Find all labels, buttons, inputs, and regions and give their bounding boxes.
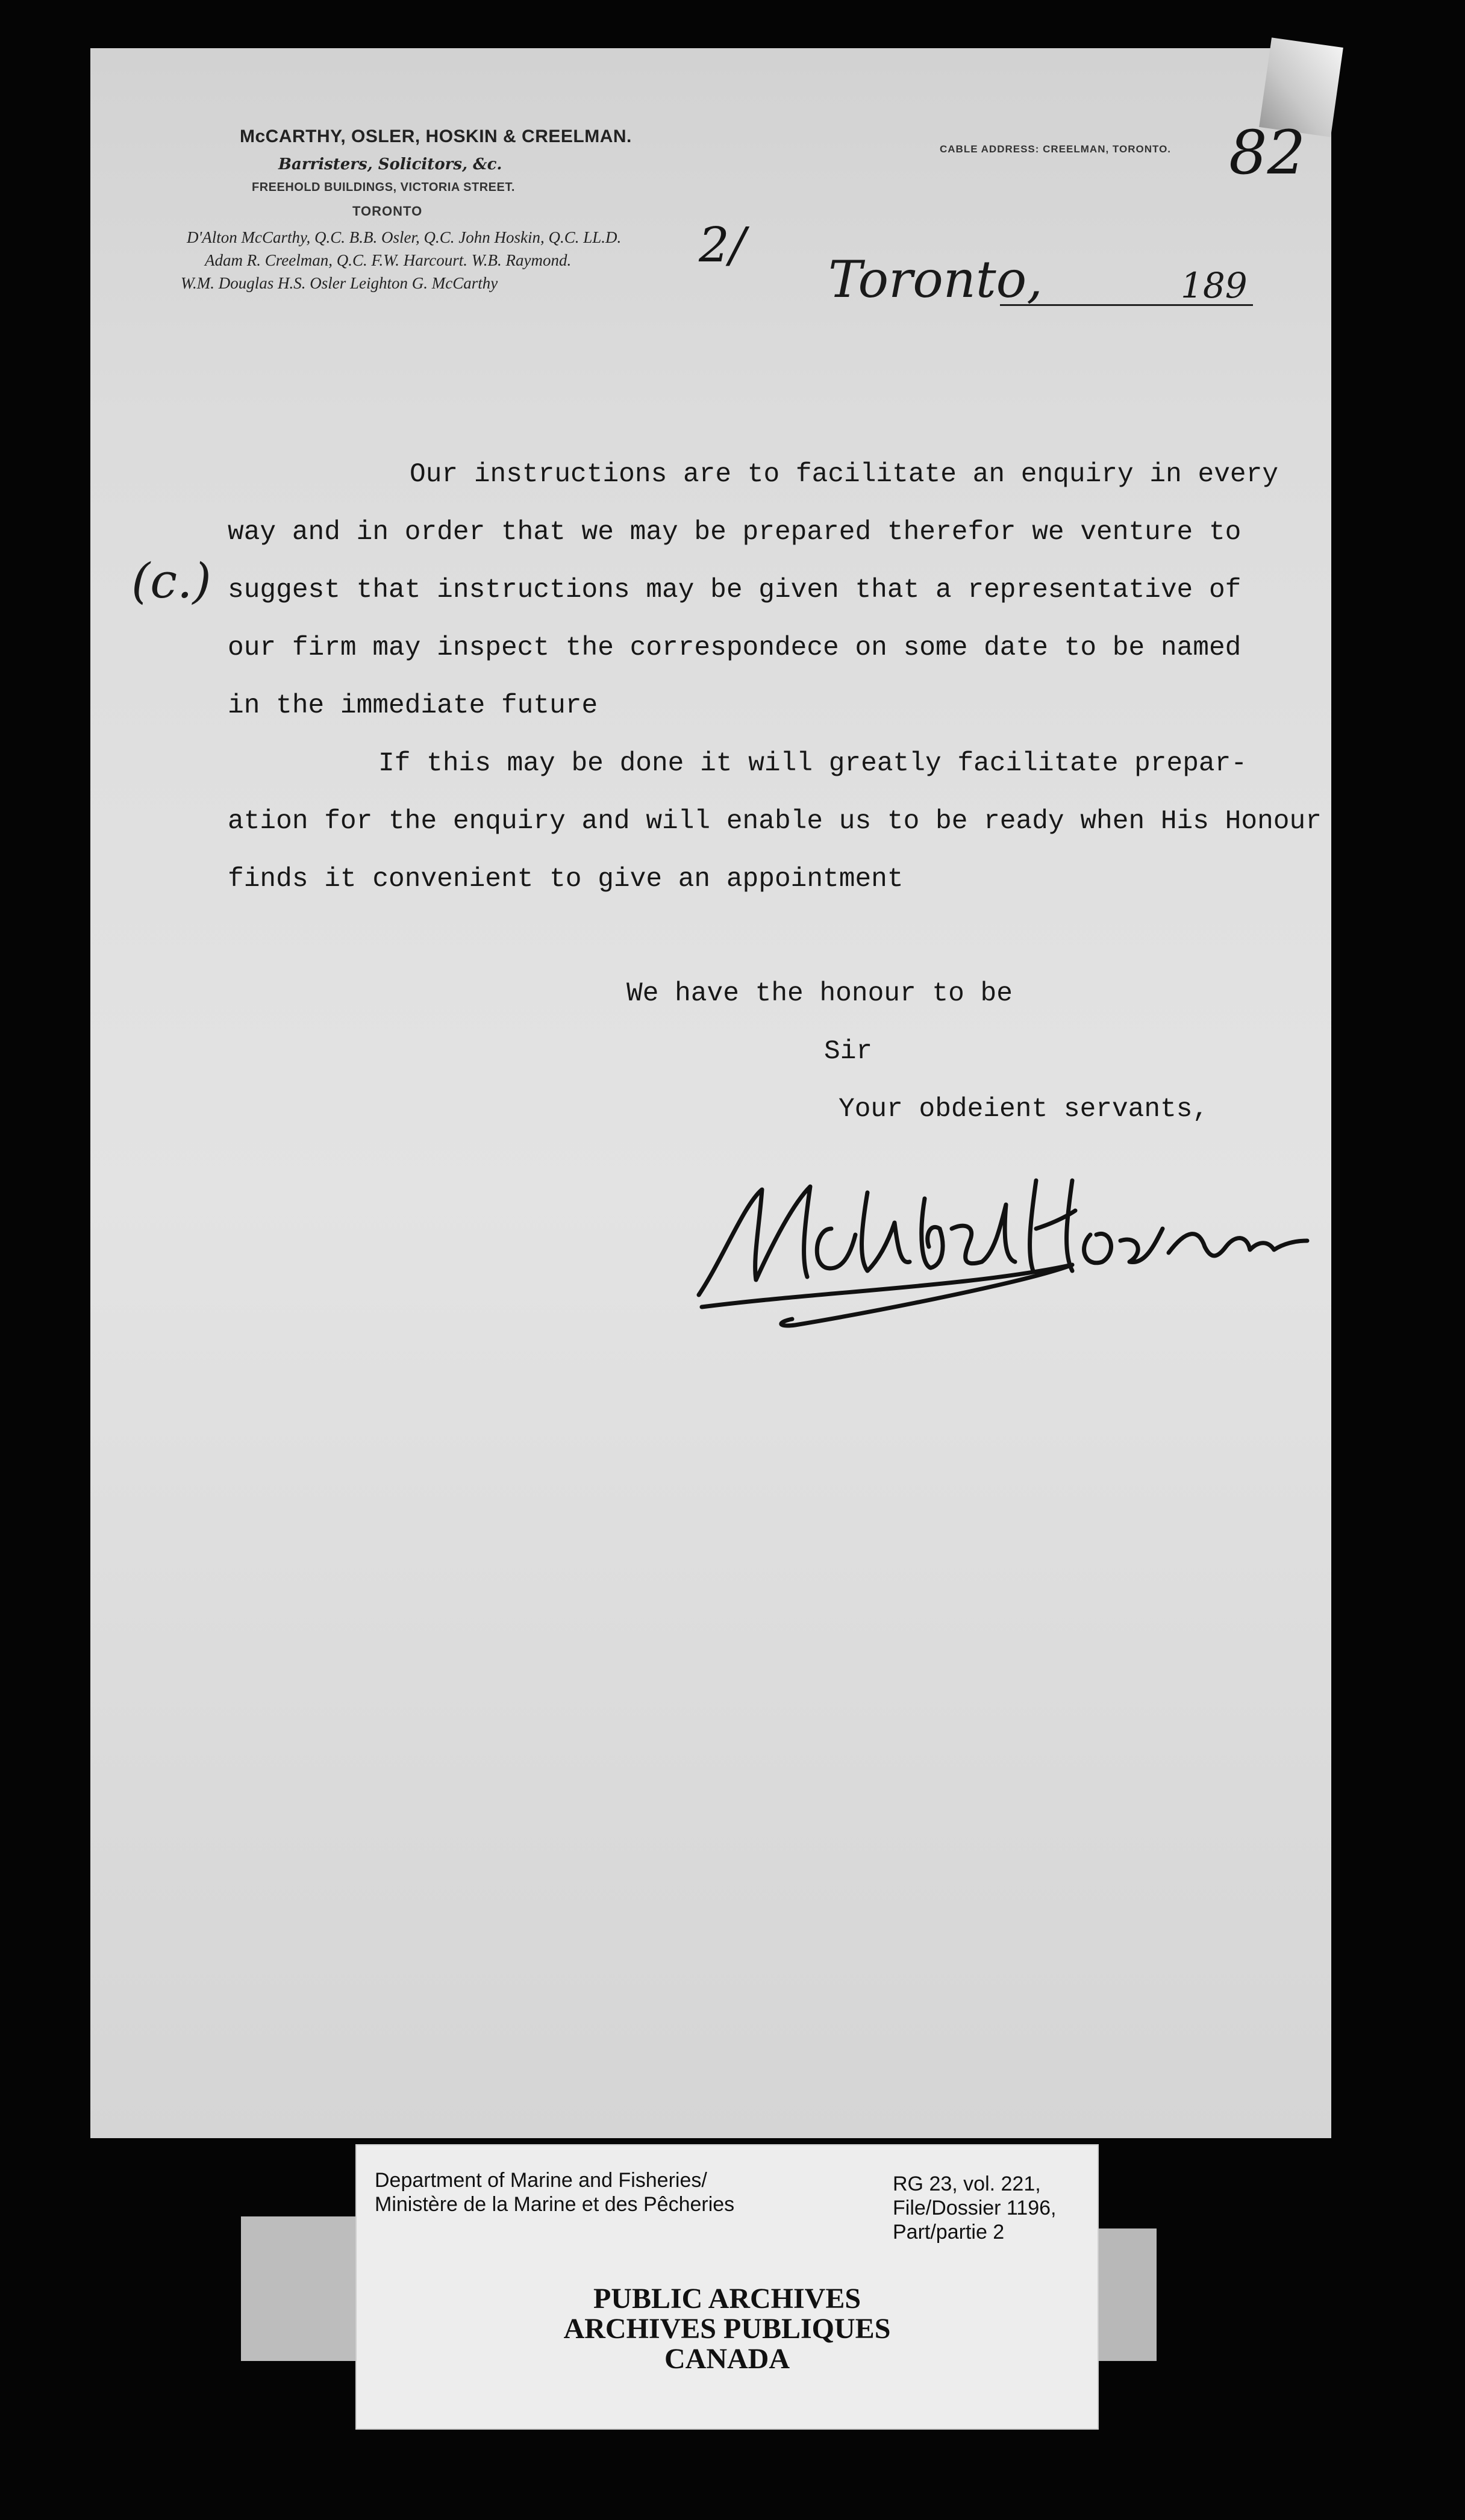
body-line: finds it convenient to give an appointment <box>228 864 904 894</box>
folio-number: 82 <box>1229 117 1306 188</box>
mount-bracket-left <box>241 2216 361 2361</box>
margin-mark: (c.) <box>131 553 211 609</box>
closing-signoff: Your obdeient servants, <box>839 1094 1209 1124</box>
dateline <box>828 250 1262 316</box>
department-fr: Ministère de la Marine et des Pêcheries <box>375 2193 735 2216</box>
reference-line: Part/partie 2 <box>893 2221 1005 2244</box>
body-line: in the immediate future <box>228 691 598 721</box>
page-number: 2/ <box>699 217 746 273</box>
signature <box>687 1156 1319 1337</box>
body-line: suggest that instructions may be given that a representative of <box>228 575 1242 605</box>
partner-line: Adam R. Creelman, Q.C. F.W. Harcourt. W.B. Raymond. <box>205 251 572 269</box>
body-line: our firm may inspect the correspondece on some date to be named <box>228 633 1242 663</box>
firm-address: FREEHOLD BUILDINGS, VICTORIA STREET. <box>252 181 515 194</box>
firm-city: TORONTO <box>352 204 423 219</box>
letter-page <box>90 48 1331 2138</box>
archives-country: CANADA <box>664 2343 790 2375</box>
body-line: ation for the enquiry and will enable us to be ready when His Honour <box>228 806 1322 837</box>
archives-fr: ARCHIVES PUBLIQUES <box>563 2313 891 2345</box>
reference-line: File/Dossier 1196, <box>893 2197 1057 2219</box>
firm-profession: Barristers, Solicitors, &c. <box>278 155 502 173</box>
closing-line: We have the honour to be <box>626 979 1013 1009</box>
archive-label <box>355 2144 1099 2430</box>
archives-en: PUBLIC ARCHIVES <box>593 2283 861 2315</box>
archives-title <box>357 2284 1098 2374</box>
department-name <box>375 2168 734 2216</box>
archive-label-area <box>241 2144 1157 2433</box>
partner-line: D'Alton McCarthy, Q.C. B.B. Osler, Q.C. John Hoskin, Q.C. LL.D. <box>187 228 622 246</box>
dateline-year: 189 <box>1181 265 1248 306</box>
body-line: way and in order that we may be prepared therefor we venture to <box>228 517 1242 547</box>
cable-address: CABLE ADDRESS: CREELMAN, TORONTO. <box>940 143 1172 155</box>
partner-list <box>181 226 639 295</box>
firm-name: McCARTHY, OSLER, HOSKIN & CREELMAN. <box>240 126 632 146</box>
body-line: Our instructions are to facilitate an enquiry in every <box>410 460 1279 490</box>
body-line: If this may be done it will greatly facilitate prepar- <box>378 749 1248 779</box>
department-en: Department of Marine and Fisheries/ <box>375 2169 707 2192</box>
reference-line: RG 23, vol. 221, <box>893 2172 1041 2195</box>
partner-line: W.M. Douglas H.S. Osler Leighton G. McCarthy <box>181 274 498 292</box>
dateline-city: Toronto, <box>828 250 1043 309</box>
archive-reference <box>893 2172 1057 2244</box>
closing-salutation: Sir <box>824 1037 873 1067</box>
